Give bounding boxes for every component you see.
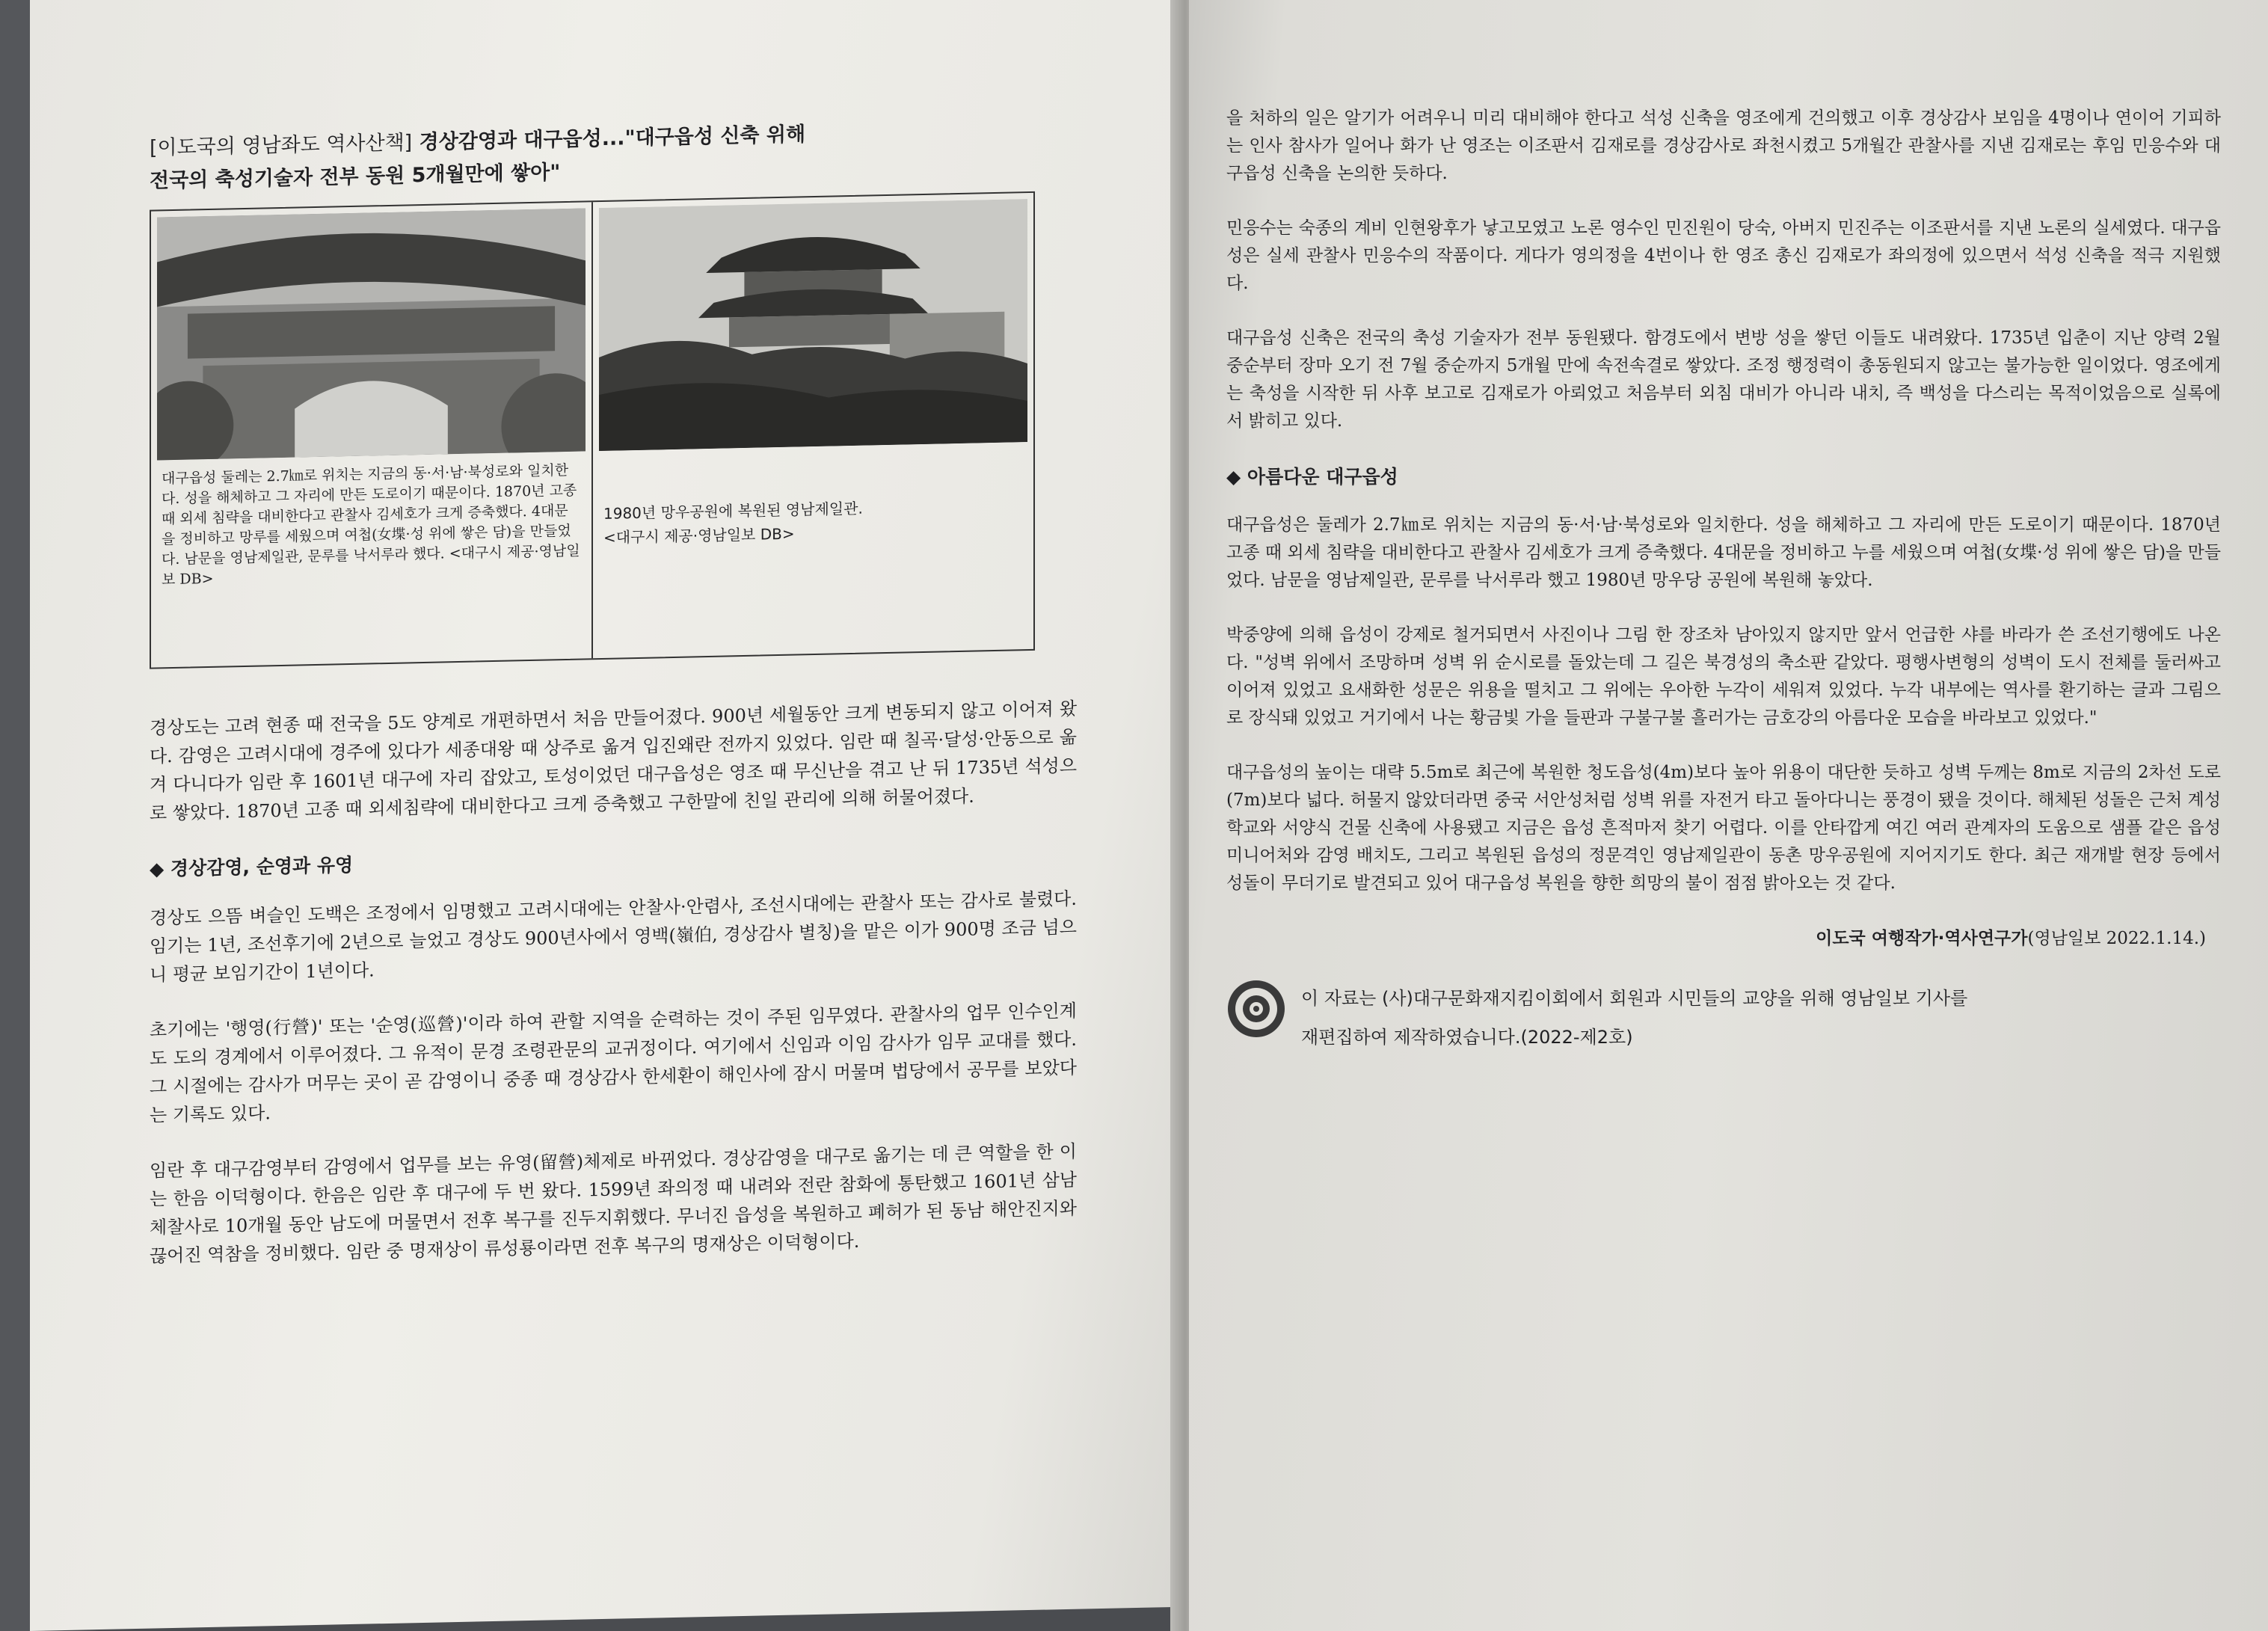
section-heading-gyeongsang: ◆ 경상감영, 순영과 유영 <box>150 853 354 880</box>
photo-column-left <box>151 202 593 667</box>
headline-kicker: [이도국의 영남좌도 역사산책] <box>150 131 413 160</box>
left-paragraph-1: 경상도는 고려 현종 때 전국을 5도 양계로 개편하면서 처음 만들어졌다. 900년 세월동안 크게 변동되지 않고 이어져 왔다. 감영은 고려시대에 경주에 있다가 세종대왕 때 상주로 옮겨 입진왜란 전까지 있었다. 임란 때 칠곡·달성·안동으로 옮겨 다니다가 임란 후 1601년 대구에 자리 잡았고, 토성이었던 대구읍성은 영조 때 무신난을 겪고 난 뒤 1735년 석성으로 쌓았다. 1870년 고종 때 외세침략에 대비한다고 크게 증축했고 구한말에 친일 관리에 의해 허물어졌다. <box>150 698 1077 824</box>
footer-line1: 이 자료는 (사)대구문화재지킴이회에서 회원과 시민들의 교양을 위해 영남일보 기사를 <box>1301 988 1968 1009</box>
photo-caption-left: 대구읍성 둘레는 2.7㎞로 위치는 지금의 동·서·남·북성로와 일치한다. 성을 해체하고 그 자리에 만든 도로이기 때문이다. 1870년 고종 때 외세 침략을 대비한다고 관찰사 김세호가 크게 증축했다. 4대문을 정비하고 망루를 세웠으며 여첩(女堞·성 위에 쌓은 담)을 만들었다. 남문을 영남제일관, 문루를 낙서루라 했다. <대구시 제공·영남일보 DB> <box>162 461 580 589</box>
right-paragraph-2: 민응수는 숙종의 계비 인현왕후가 낳고모였고 노론 영수인 민진원이 당숙, 아버지 민진주는 이조판서를 지낸 노론의 실세였다. 대구읍성은 실세 관찰사 민응수의 작품이다. 게다가 영의정을 4번이나 한 영조 총신 김재로가 좌의정에 있으면서 석성 신축을 적극 지원했다. <box>1226 218 2221 293</box>
author-name: 이도국 여행작가·역사연구가 <box>1816 929 2028 948</box>
footer-text <box>1301 979 1967 1057</box>
right-paragraph-3: 대구읍성 신축은 전국의 축성 기술자가 전부 동원됐다. 함경도에서 변방 성을 쌓던 이들도 내려왔다. 1735년 입춘이 지난 양력 2월 중순부터 장마 오기 전 7월 중순까지 5개월 만에 속전속결로 쌓았다. 조정 행정력이 총동원되지 않고는 불가능한 일이었다. 영조에게는 축성을 시작한 뒤 사후 보고로 김재로가 아뢰었고 처음부터 외침 대비가 아니라 내치, 즉 백성을 다스리는 목적이었음으로 실록에서 밝히고 있다. <box>1226 328 2221 431</box>
author-line <box>1226 924 2206 949</box>
headline-line1: 경상감영과 대구읍성..."대구읍성 신축 위해 <box>419 123 806 155</box>
author-source: (영남일보 2022.1.14.) <box>2027 929 2206 948</box>
right-page <box>1189 0 2268 1631</box>
right-paragraph-4: 대구읍성은 둘레가 2.7㎞로 위치는 지금의 동·서·남·북성로와 일치한다. 성을 해체하고 그 자리에 만든 도로이기 때문이다. 1870년 고종 때 외세 침략을 대비한다고 관찰사 김세호가 크게 증축했다. 4대문을 정비하고 누를 세웠으며 여첩(女堞·성 위에 쌓은 담)을 만들었다. 남문을 영남제일관, 문루를 낙서루라 했고 1980년 망우당 공원에 복원해 놓았다. <box>1226 515 2221 590</box>
section-heading-daegu-eupseong: ◆ 아름다운 대구읍성 <box>1226 466 1398 488</box>
caption-right-line2: <대구시 제공·영남일보 DB> <box>603 524 795 547</box>
left-paragraph-3: 초기에는 '행영(行營)' 또는 '순영(巡營)'이라 하여 관할 지역을 순력하는 것이 주된 임무였다. 관찰사의 업무 인수인계도 도의 경계에서 이루어졌다. 그 유적이 문경 조령관문의 교귀정이다. 여기에서 신임과 이임 감사가 임무 교대를 했다. 그 시절에는 감사가 머무는 곳이 곧 감영이니 중종 때 경상감사 한세환이 해인사에 잠시 머물며 법당에서 공무를 보았다는 기록도 있다. <box>150 1000 1077 1126</box>
right-paragraph-6: 대구읍성의 높이는 대략 5.5m로 최근에 복원한 청도읍성(4m)보다 높아 위용이 대단한 듯하고 성벽 두께는 8m로 지금의 2차선 도로(7m)보다 넓다. 허물지 않았더라면 중국 서안성처럼 성벽 위를 자전거 타고 돌아다니는 풍경이 됐을 것이다. 해체된 성돌은 근처 계성학교와 서양식 건물 신축에 사용됐고 지금은 읍성 흔적마저 찾기 어렵다. 이를 안타깝게 여긴 여러 관계자의 도움으로 샘플 같은 읍성 미니어처와 감영 배치도, 그리고 복원된 읍성의 정문격인 영남제일관이 동촌 망우공원에 지어지기도 한다. 최근 재개발 현장 등에서 성돌이 무더기로 발견되고 있어 대구읍성 복원을 향한 희망의 불이 점점 밝아오는 것 같다. <box>1226 763 2221 893</box>
right-paragraph-1: 을 처하의 일은 알기가 어려우니 미리 대비해야 한다고 석성 신축을 영조에게 건의했고 이후 경상감사 보임을 4명이나 연이어 기피하는 인사 참사가 일어나 화가 난 영조는 이조판서 김재로를 경상감사로 좌천시켰고 5개월간 관찰사를 지낸 김재로는 후임 민응수와 대구읍성 신축을 논의한 듯하다. <box>1226 108 2221 183</box>
left-page <box>30 0 1178 1631</box>
yeongnam-jeilgwan-photo <box>599 199 1027 451</box>
caption-right-line1: 1980년 망우공원에 복원된 영남제일관. <box>603 499 863 523</box>
society-logo-icon <box>1226 979 1286 1039</box>
footer-note <box>1226 979 2221 1057</box>
left-paragraph-4: 임란 후 대구감영부터 감영에서 업무를 보는 유영(留營)체제로 바뀌었다. 경상감영을 대구로 옮기는 데 큰 역할을 한 이는 한음 이덕형이다. 한음은 임란 후 대구에 두 번 왔다. 1599년 좌의정 때 내려와 전란 참화에 통탄했고 1601년 삼남 체찰사로 10개월 동안 남도에 머물면서 전후 복구를 진두지휘했다. 무너진 읍성을 복원하고 폐허가 된 동남 해안진지와 끊어진 역참을 정비했다. 임란 중 명재상이 류성룡이라면 전후 복구의 명재상은 이덕형이다. <box>150 1140 1077 1267</box>
article-headline <box>150 113 1077 198</box>
photo-box <box>150 191 1035 669</box>
right-paragraph-5: 박중양에 의해 읍성이 강제로 철거되면서 사진이나 그림 한 장조차 남아있지 않지만 앞서 언급한 샤를 바라가 쓴 조선기행에도 나온다. "성벽 위에서 조망하며 성벽 위 순시로를 돌았는데 그 길은 북경성의 축소판 같았다. 평행사변형의 성벽이 도시 전체를 둘러싸고 이어져 있었고 요새화한 성문은 위용을 떨치고 그 위에는 우아한 누각이 세워져 있었다. 누각 내부에는 역사를 환기하는 글과 그림으로 장식돼 있었고 거기에서 나는 황금빛 가을 들판과 구불구불 흘러가는 금호강의 아름다운 모습을 바라보고 있었다." <box>1226 625 2221 728</box>
footer-line2: 재편집하여 제작하였습니다.(2022-제2호) <box>1301 1027 1633 1048</box>
photo-column-right <box>593 193 1033 658</box>
right-content <box>1226 105 2221 1057</box>
gate-closeup-photo <box>157 208 586 460</box>
headline-line2: 전국의 축성기술자 전부 동원 5개월만에 쌓아" <box>150 161 561 193</box>
photo-caption-right <box>593 448 1033 550</box>
left-paragraph-2: 경상도 으뜸 벼슬인 도백은 조정에서 임명했고 고려시대에는 안찰사·안렴사, 조선시대에는 관찰사 또는 감사로 불렸다. 임기는 1년, 조선후기에 2년으로 늘었고 경상도 900년사에서 영백(嶺伯, 경상감사 별칭)을 맡은 이가 900명 조금 넘으니 평균 보임기간이 1년이다. <box>150 888 1077 986</box>
left-content <box>150 113 1077 1297</box>
